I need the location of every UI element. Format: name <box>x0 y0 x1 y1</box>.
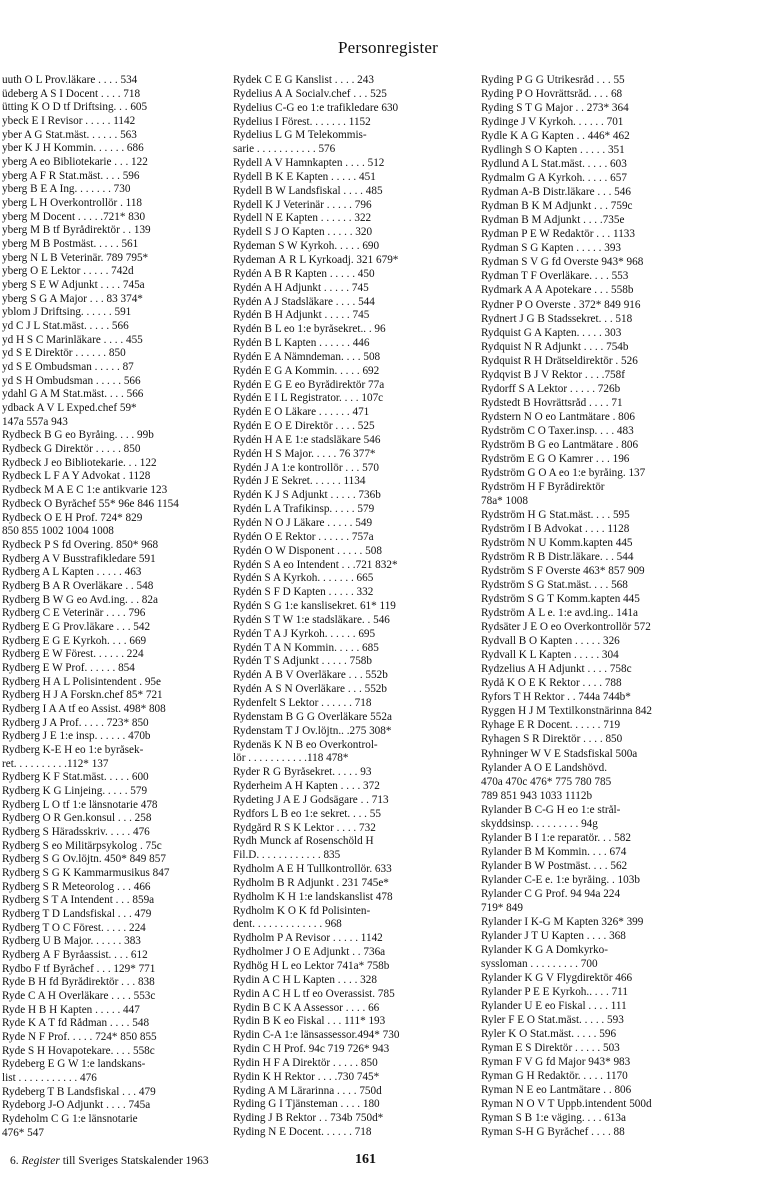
register-entry: Rydman A-B Distr.läkare . . . 546 <box>481 187 631 199</box>
register-entry: Rydman P E W Redaktör . . . 1133 <box>481 229 635 241</box>
register-entry: Rydquist G A Kapten. . . . . 303 <box>481 327 622 339</box>
register-entry: Rydberg J A Prof. . . . . 723* 850 <box>2 717 149 729</box>
register-entry: Ryde S H Hovapotekare. . . . 558c <box>2 1045 155 1057</box>
register-entry: Rydholm P A Revisor . . . . . 1142 <box>233 933 383 945</box>
register-entry: Ryman E S Direktör . . . . . 503 <box>481 1043 620 1055</box>
register-entry: Rydberg E G E Kyrkoh. . . . 669 <box>2 635 147 647</box>
register-entry: Rydén O E Rektor . . . . . . 757a <box>233 531 374 543</box>
register-entry: Rydeberg E G W 1:e landskans- <box>2 1059 146 1071</box>
register-entry: Rydbeck B G eo Byråing. . . . 99b <box>2 430 154 442</box>
register-entry: Rydelius L G M Telekommis- <box>233 130 367 142</box>
register-entry: Rydenäs K N B eo Överkontrol- <box>233 739 378 751</box>
register-entry: Ryman N O V T Uppb.intendent 500d <box>481 1099 652 1111</box>
footer-source <box>10 1155 209 1167</box>
register-entry: Rydberg J E 1:e insp. . . . . . 470b <box>2 731 151 743</box>
register-entry: Fil.D. . . . . . . . . . . . 835 <box>233 850 341 862</box>
footer-register-word: Register <box>21 1155 60 1167</box>
register-entry: Rydholm K O K fd Polisinten- <box>233 905 371 917</box>
register-entry: Rydén A J Stadsläkare . . . . 544 <box>233 296 375 308</box>
register-entry: Rydbeck J eo Bibliotekarie. . . 122 <box>2 457 157 469</box>
register-entry: Rydeberg T B Landsfiskal . . . 479 <box>2 1086 156 1098</box>
register-entry: Rydman B K M Adjunkt . . . 759c <box>481 201 633 213</box>
register-entry: lör . . . . . . . . . . .118 478* <box>233 753 349 765</box>
register-entry: Ryhage E R Docent. . . . . . 719 <box>481 720 621 732</box>
register-entry: Rydbeck L F A Y Advokat . 1128 <box>2 471 151 483</box>
register-entry: Ryding P O Hovrättsråd. . . . 68 <box>481 89 623 101</box>
register-entry: Rydnert J G B Stadssekret. . . 518 <box>481 313 633 325</box>
register-entry: Rydenfelt S Lektor . . . . . . 718 <box>233 697 372 709</box>
register-entry: Ryding A M Lärarinna . . . . 750d <box>233 1085 382 1097</box>
register-entry: Rydholmer J O E Adjunkt . . 736a <box>233 947 386 959</box>
register-entry: Rydeborg J-O Adjunkt . . . . 745a <box>2 1100 151 1112</box>
register-entry: Rydstedt B Hovrättsråd . . . . 71 <box>481 397 623 409</box>
register-entry: Rydberg O R Gen.konsul . . . 258 <box>2 813 152 825</box>
register-entry: Rylander A O E Landshövd. <box>481 762 608 774</box>
register-entry: Rydberg T D Landsfiskal . . . 479 <box>2 908 152 920</box>
register-entry: 719* 849 <box>481 902 523 914</box>
register-entry: Rydberg B W G eo Avd.ing. . . 82a <box>2 594 158 606</box>
register-entry: Rydberg U B Major. . . . . . 383 <box>2 936 141 948</box>
register-entry: Rydberg C E Veterinär . . . . 796 <box>2 608 146 620</box>
register-entry: sarie . . . . . . . . . . . 576 <box>233 144 336 156</box>
register-entry: Ryde H B H Kapten . . . . . 447 <box>2 1004 140 1016</box>
register-entry: Rydzelius A H Adjunkt . . . . 758c <box>481 664 632 676</box>
register-entry: Rydström R B Distr.läkare. . . 544 <box>481 552 634 564</box>
register-entry: yberg B E A Ing. . . . . . . 730 <box>2 184 131 196</box>
register-entry: Rydén Å B V Överläkare . . . 552b <box>233 670 388 682</box>
register-entry: Rylander K G A Domkyrko- <box>481 944 608 956</box>
register-entry: Rydén J E Sekret. . . . . . 1134 <box>233 476 366 488</box>
register-entry: Rydén O W Disponent . . . . . 508 <box>233 545 382 557</box>
register-entry: yd S H Ombudsman . . . . . 566 <box>2 375 141 387</box>
register-entry: Rydén S T W 1:e stadsläkare. . 546 <box>233 614 390 626</box>
register-entry: Ryder R G Byråsekret. . . . . 93 <box>233 767 372 779</box>
footer-publication: till Sveriges Statskalender 1963 <box>62 1155 209 1167</box>
register-entry: Rydén T A N Kommin. . . . . 685 <box>233 642 379 654</box>
register-entry: Rydberg A V Busstrafikledare 591 <box>2 553 156 565</box>
register-entry: Rylander I K-G M Kapten 326* 399 <box>481 916 644 928</box>
register-entry: uuth O L Prov.läkare . . . . 534 <box>2 75 138 86</box>
register-entry: Rydberg S G K Kammarmusikus 847 <box>2 867 170 879</box>
register-entry: Rylander P E E Kyrkoh.. . . . 711 <box>481 987 628 999</box>
register-entry: Ryler F E O Stat.mäst. . . . . 593 <box>481 1015 624 1027</box>
register-entry: Rydström N U Komm.kapten 445 <box>481 538 633 550</box>
register-entry: Rylander B M Kommin. . . . 674 <box>481 846 627 858</box>
register-entry: Rydén J A 1:e kontrollör . . . 570 <box>233 462 379 474</box>
register-entry: Rylander B W Postmäst. . . . 562 <box>481 860 628 872</box>
register-entry: Rydenstam B G G Överläkare 552a <box>233 711 392 723</box>
register-entry: Rydin C-A 1:e länsassessor.494* 730 <box>233 1030 400 1042</box>
register-entry: Rydberg K G Linjeing. . . . . 579 <box>2 785 148 797</box>
register-entry: Rydvall K L Kapten . . . . . 304 <box>481 650 619 662</box>
register-entry: Rydbeck O Byråchef 55* 96e 846 1154 <box>2 498 179 510</box>
register-entry: Ryman S B 1:e väging. . . . 613a <box>481 1113 626 1125</box>
register-entry: Rydin H F A Direktör . . . . . 850 <box>233 1057 378 1069</box>
register-entry: Rydman S V G fd Överste 943* 968 <box>481 257 644 269</box>
register-entry: Rydin C H Prof. 94c 719 726* 943 <box>233 1044 390 1056</box>
register-entry: Rydström S G T Komm.kapten 445 <box>481 594 640 606</box>
register-entry: Rydmalm G A Kyrkoh. . . . . 657 <box>481 173 627 185</box>
register-entry: yber K J H Kommin. . . . . . 686 <box>2 143 144 155</box>
register-entry: Rylander J T U Kapten . . . . 368 <box>481 930 626 942</box>
register-entry: Rydell N E Kapten . . . . . . 322 <box>233 213 372 225</box>
register-entry: Ryding S T G Major . . 273* 364 <box>481 103 629 115</box>
register-entry: Rydberg S T A Intendent . . . 859a <box>2 895 155 907</box>
register-entry: 147a 557a 943 <box>2 416 68 428</box>
register-entry: Rydelius C-G eo 1:e trafikledare 630 <box>233 102 399 114</box>
register-entry: Ryding N E Docent. . . . . . 718 <box>233 1127 372 1139</box>
register-entry: Rydén B H Adjunkt . . . . . 745 <box>233 310 370 322</box>
register-entry: Rydquist N R Adjunkt . . . . 754b <box>481 341 629 353</box>
register-entry: Rydholm B R Adjunkt . 231 745e* <box>233 877 389 889</box>
register-entry: Rydbo F tf Byråchef . . . 129* 771 <box>2 963 156 975</box>
register-entry: Rydvall B O Kapten . . . . . 326 <box>481 636 620 648</box>
register-entry: ydahl G A M Stat.mäst. . . . 566 <box>2 389 144 401</box>
footer-prefix: 6. <box>10 1155 19 1167</box>
register-entry: Rydberg K F Stat.mäst. . . . . 600 <box>2 772 149 784</box>
register-entry: list . . . . . . . . . . . 476 <box>2 1073 97 1085</box>
register-entry: ydback A V L Exped.chef 59* <box>2 403 137 415</box>
register-entry: Rydeting J A E J Godsägare . . 713 <box>233 794 389 806</box>
register-entry: Ryderheim A H Kapten . . . . 372 <box>233 781 380 793</box>
register-entry: Rydeholm C G 1:e länsnotarie <box>2 1114 138 1126</box>
register-entry: Rydman S G Kapten . . . . . 393 <box>481 243 622 255</box>
register-entry: Rydle K A G Kapten . . 446* 462 <box>481 131 630 143</box>
register-entry: Ryhagen S R Direktör . . . . 850 <box>481 734 623 746</box>
register-entry: yber A G Stat.mäst. . . . . . 563 <box>2 129 137 141</box>
register-entry: Rydberg S G Öv.löjtn. 450* 849 857 <box>2 854 166 866</box>
register-entry: Rydenstam T J Öv.löjtn.. .275 308* <box>233 725 392 737</box>
register-entry: dent. . . . . . . . . . . . . 968 <box>233 919 342 931</box>
register-entry: Rydén N O J Läkare . . . . . 549 <box>233 518 373 529</box>
register-entry: Rydberg E G Prov.läkare . . . 542 <box>2 621 151 633</box>
register-entry: Rydström I B Advokat . . . . 1128 <box>481 524 630 535</box>
register-entry: Rylander C-E e. 1:e byråing. . 103b <box>481 874 640 886</box>
register-entry: Rydén S F D Kapten . . . . . 332 <box>233 587 374 599</box>
register-entry: Rydelius I Förest. . . . . . . 1152 <box>233 116 371 128</box>
register-entry: Ryde B H fd Byrådirektör . . . 838 <box>2 977 155 989</box>
register-entry: Rydqvist B J V Rektor . . . .758f <box>481 369 625 381</box>
register-entry: Rydström Å L e. 1:e avd.ing.. 141a <box>481 608 638 620</box>
register-entry: yd S E Ombudsman . . . . . 87 <box>2 362 134 374</box>
register-entry: Rydberg T O C Förest. . . . . 224 <box>2 922 146 934</box>
register-entry: Rydén E O Läkare . . . . . . 471 <box>233 407 370 419</box>
register-entry: yd S E Direktör . . . . . . 850 <box>2 348 126 360</box>
register-entry: 470a 470c 476* 775 780 785 <box>481 776 612 788</box>
register-entry: yberg M B Postmäst. . . . . 561 <box>2 239 139 251</box>
register-entry: Rydberg H J A Forskn.chef 85* 721 <box>2 690 163 702</box>
register-entry: 789 851 943 1033 1112b <box>481 790 593 802</box>
register-entry: Rydman T F Överläkare. . . . 553 <box>481 271 629 283</box>
register-entry: yberg L H Överkontrollör . 118 <box>2 198 143 210</box>
register-entry: Ryde N F Prof. . . . . 724* 850 855 <box>2 1032 157 1044</box>
register-entry: Rydfors L B eo 1:e sekret. . . . 55 <box>233 808 381 820</box>
register-entry: Ryfors T H Rektor . . 744a 744b* <box>481 692 631 704</box>
register-entry: Rydberg A L Kapten . . . . . 463 <box>2 567 142 579</box>
register-entry: Rydström H F Byrådirektör <box>481 481 605 493</box>
register-entry: 476* 547 <box>2 1127 44 1139</box>
register-entry: Rydén A B R Kapten . . . . . 450 <box>233 268 375 280</box>
register-entry: Rydén E I L Registrator. . . . 107c <box>233 393 384 405</box>
register-entry: Ryding J B Rektor . . 734b 750d* <box>233 1113 384 1125</box>
register-entry: 850 855 1002 1004 1008 <box>2 526 114 538</box>
register-entry: Rydell K J Veterinär . . . . . 796 <box>233 199 372 211</box>
register-entry: yberg S G A Major . . . 83 374* <box>2 293 143 305</box>
register-column-2 <box>233 75 476 1140</box>
register-entry: Rydén B L Kapten . . . . . . 446 <box>233 338 370 350</box>
register-entry: yblom J Driftsing. . . . . . 591 <box>2 307 132 319</box>
register-entry: Rydlingh S O Kapten . . . . . 351 <box>481 145 625 157</box>
register-entry: Rydén H A E 1:e stadsläkare 546 <box>233 434 381 446</box>
register-entry: Ryler K O Stat.mäst. . . . . 596 <box>481 1029 617 1041</box>
register-entry: Rydå K O E K Rektor . . . . 788 <box>481 678 622 690</box>
register-entry: Rydberg S R Meteorolog . . . 466 <box>2 881 151 893</box>
register-entry: Rydén E G E eo Byrådirektör 77a <box>233 379 385 391</box>
register-entry: Rydström S F Överste 463* 857 909 <box>481 566 645 578</box>
register-entry: Rydin A C H L tf eo Överassist. 785 <box>233 988 395 1000</box>
register-entry: Rydell B W Landsfiskal . . . . 485 <box>233 185 383 197</box>
register-entry: Rydberg I A A tf eo Assist. 498* 808 <box>2 703 166 715</box>
register-entry: Rydström G O A eo 1:e byråing. 137 <box>481 467 646 479</box>
register-entry: yd C J L Stat.mäst. . . . . 566 <box>2 321 129 333</box>
register-entry: Rydsäter J E O eo Överkontrollör 572 <box>481 622 651 634</box>
register-entry: Rydén H S Major. . . . . 76 377* <box>233 448 376 460</box>
register-entry: Rydbeck P S fd Övering. 850* 968 <box>2 539 159 551</box>
register-entry: Rylander C G Prof. 94 94a 224 <box>481 888 621 900</box>
register-entry: yberg S E W Adjunkt . . . . 745a <box>2 280 145 292</box>
register-entry: Rydén K J S Adjunkt . . . . . 736b <box>233 490 381 502</box>
register-entry: Rydeman S W Kyrkoh. . . . . 690 <box>233 241 380 253</box>
register-entry: Rydén Å S N Överläkare . . . 552b <box>233 684 387 696</box>
register-entry: Rydell B K E Kapten . . . . . 451 <box>233 171 376 183</box>
register-entry: Ryhninger W V E Stadsfiskal 500a <box>481 748 638 760</box>
register-entry: Rydberg S Häradsskriv. . . . . 476 <box>2 826 150 838</box>
register-entry: Rydorff S A Lektor . . . . . 726b <box>481 383 621 395</box>
register-entry: 78a* 1008 <box>481 495 528 507</box>
register-entry: yberg A F R Stat.mäst. . . . 596 <box>2 170 140 182</box>
register-entry: Rylander B I 1:e reparatör. . . 582 <box>481 832 631 844</box>
register-entry: syssloman . . . . . . . . . 700 <box>481 958 598 970</box>
register-entry: Rydberg B A R Överläkare . . 548 <box>2 580 154 592</box>
register-entry: Rydbeck G Direktör . . . . . 850 <box>2 444 141 456</box>
register-entry: Rydeman Å R L Kyrkoadj. 321 679* <box>233 254 399 266</box>
register-entry: Rydberg E W Förest. . . . . . 224 <box>2 649 144 661</box>
register-entry: Rydberg L O tf 1:e länsnotarie 478 <box>2 799 158 811</box>
register-entry: yberg N L B Veterinär. 789 795* <box>2 252 149 264</box>
register-entry: Rydén T S Adjunkt . . . . . 758b <box>233 656 372 668</box>
register-entry: yberg M B tf Byrådirektör . . 139 <box>2 225 151 237</box>
register-entry: yberg A eo Bibliotekarie . . . 122 <box>2 157 148 169</box>
register-entry: Rydholm A E H Tullkontrollör. 633 <box>233 864 392 876</box>
register-entry: Rydberg E W Prof. . . . . . 854 <box>2 662 135 674</box>
register-entry: ret. . . . . . . . . .112* 137 <box>2 758 109 770</box>
register-entry: yberg M Docent . . . . .721* 830 <box>2 211 146 223</box>
register-entry: Rydlund A L Stat.mäst. . . . . 603 <box>481 159 627 171</box>
register-entry: Rydström C O Taxer.insp. . . . 483 <box>481 425 634 437</box>
register-entry: Rydén L A Trafikinsp. . . . . 579 <box>233 504 375 516</box>
register-entry: Rydberg S eo Militärpsykolog . 75c <box>2 840 162 852</box>
register-entry: Ryding P G G Utrikesråd . . . 55 <box>481 75 625 86</box>
register-entry: Rydin A C H L Kapten . . . . 328 <box>233 974 377 986</box>
register-entry: Rydén E O E Direktör . . . . 525 <box>233 421 375 433</box>
register-entry: Rydén A H Adjunkt . . . . . 745 <box>233 282 369 294</box>
register-entry: Rydström H G Stat.mäst. . . . 595 <box>481 509 630 521</box>
register-entry: Rydner P O Överste . 372* 849 916 <box>481 299 641 311</box>
register-entry: Rydén E A Nämndeman. . . . 508 <box>233 351 381 363</box>
register-entry: Rydell A V Hamnkapten . . . . 512 <box>233 158 385 170</box>
register-entry: Rydin B C K A Assessor . . . . 66 <box>233 1002 380 1014</box>
register-entry: Rydberg Å F Byråassist. . . . 612 <box>2 950 148 961</box>
register-column-1 <box>2 75 230 1140</box>
register-entry: Rydén E G A Kommin. . . . . 692 <box>233 365 380 377</box>
register-entry: ybeck E I Revisor . . . . . 1142 <box>2 116 136 128</box>
register-entry: yd H S C Marinläkare . . . . 455 <box>2 334 143 346</box>
register-entry: Rydholm K H 1:e landskanslist 478 <box>233 891 393 903</box>
register-entry: üdeberg A S I Docent . . . . 718 <box>2 88 141 100</box>
register-entry: Rydén S A Kyrkoh. . . . . . . 665 <box>233 573 374 585</box>
register-entry: Rydbeck O E H Prof. 724* 829 <box>2 512 143 524</box>
register-entry: Rydin K H Rektor . . . .730 745* <box>233 1071 380 1083</box>
register-entry: Rydström E G O Kamrer . . . 196 <box>481 453 630 465</box>
register-entry: Rydinge J V Kyrkoh. . . . . . 701 <box>481 117 624 129</box>
register-entry: Rydquist R H Drätseldirektör . 526 <box>481 355 638 367</box>
register-entry: Ryde C A H Överläkare . . . . 553c <box>2 991 156 1003</box>
register-entry: Rydell S J O Kapten . . . . . 320 <box>233 227 373 239</box>
register-entry: skyddsinsp. . . . . . . . . 94g <box>481 818 598 830</box>
register-entry: Ryman S-H G Byråchef . . . . 88 <box>481 1127 625 1139</box>
register-entry: Rydstern N O eo Lantmätare . 806 <box>481 411 635 423</box>
register-entry: Ryman N E eo Lantmätare . . 806 <box>481 1085 632 1097</box>
register-entry: Rydhög H L eo Lektor 741a* 758b <box>233 961 390 972</box>
register-entry: Rydén T A J Kyrkoh. . . . . . 695 <box>233 628 376 640</box>
register-entry: Rydek C E G Kanslist . . . . 243 <box>233 75 374 86</box>
register-entry: Rydmark A Å Apotekare . . . 558b <box>481 285 634 297</box>
register-entry: Ryggen H J M Textilkonstnärinna 842 <box>481 706 653 718</box>
register-entry: Rydin B K eo Fiskal . . . 111* 193 <box>233 1016 386 1028</box>
register-entry: Rydelius A Å Socialv.chef . . . 525 <box>233 88 387 100</box>
page-number: 161 <box>355 1152 376 1167</box>
register-entry: Rydström S G Stat.mäst. . . . 568 <box>481 580 628 592</box>
register-entry: Rydén B L eo 1:e byråsekret.. . 96 <box>233 324 386 336</box>
register-entry: Ryman G H Redaktör. . . . . 1170 <box>481 1071 628 1083</box>
register-entry: Rydbeck M A E C 1:e antikvarie 123 <box>2 485 168 497</box>
register-entry: Rylander U E eo Fiskal . . . . 111 <box>481 1001 627 1013</box>
register-entry: ütting K O D tf Driftsing. . . 605 <box>2 102 148 114</box>
register-column-3 <box>481 75 713 1140</box>
register-entry: Rylander B C-G H eo 1:e strål- <box>481 804 621 816</box>
register-entry: Rydberg K-E H eo 1:e byråsek- <box>2 744 144 756</box>
register-entry: Rydman B M Adjunkt . . . .735e <box>481 215 625 227</box>
register-entry: Rydström B G eo Lantmätare . 806 <box>481 439 639 451</box>
register-entry: yberg O E Lektor . . . . . 742d <box>2 266 134 278</box>
register-entry: Rydgård R S K Lektor . . . . 732 <box>233 822 376 834</box>
page-header: Personregister <box>337 38 439 57</box>
register-entry: Rydberg H A L Polisintendent . 95e <box>2 676 161 688</box>
register-entry: Rydh Munck af Rosenschöld H <box>233 836 374 848</box>
register-entry: Rydén S A eo Intendent . . .721 832* <box>233 559 398 571</box>
register-entry: Ryding G I Tjänsteman . . . . 180 <box>233 1099 380 1111</box>
register-entry: Ryde K A T fd Rådman . . . . 548 <box>2 1018 150 1030</box>
register-entry: Rydén S G 1:e kanslisekret. 61* 119 <box>233 601 396 613</box>
register-entry: Ryman F V G fd Major 943* 983 <box>481 1057 631 1069</box>
register-entry: Rylander K G V Flygdirektör 466 <box>481 973 633 984</box>
